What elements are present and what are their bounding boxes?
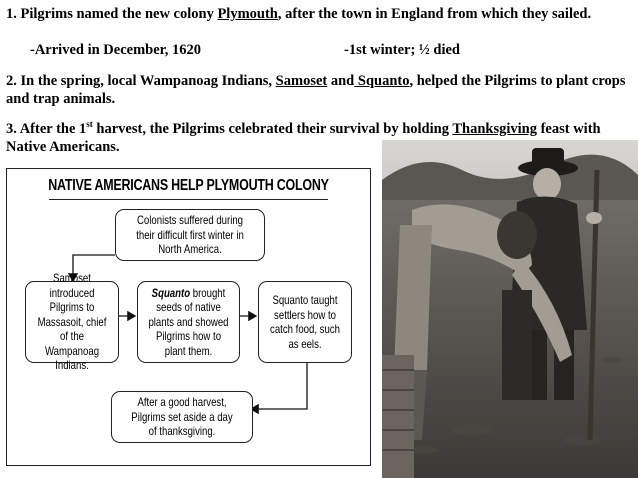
box-squanto-taught: Squanto taught settlers how to catch food, such as eels. [258, 281, 352, 363]
p3-sup: st [86, 119, 93, 130]
basket [382, 355, 414, 478]
box-samoset: Samoset introduced Pilgrims to Massasoit, chief of the Wampanoag Indians. [25, 281, 119, 363]
box-harvest: After a good harvest, Pilgrims set aside a day of thanksgiving. [111, 391, 253, 443]
p1-text-a: 1. Pilgrims named the new colony [6, 6, 218, 22]
photo-illustration [382, 140, 638, 478]
chart-title: NATIVE AMERICANS HELP PLYMOUTH COLONY [48, 177, 329, 194]
p2-text-a: 2. In the spring, local Wampanoag Indians, [6, 73, 276, 89]
p1-text-b: , after the town in England from which they sailed. [277, 6, 592, 22]
arrow-right-to-bottom [251, 361, 307, 409]
winter-text: -1st winter; ½ died [344, 42, 460, 58]
paragraph-1 [6, 5, 631, 23]
plymouth-link[interactable]: Plymouth [217, 6, 278, 22]
box-colonists-suffered: Colonists suffered during their difficult first winter in North America. [115, 209, 265, 261]
p3-text-b: harvest, the Pilgrims celebrated their survival by holding [92, 121, 453, 137]
p3-text-c: feast with Native Americans. [6, 121, 601, 155]
box-squanto-seeds [137, 281, 240, 363]
squanto-seeds-text: brought seeds of native plants and showed Pilgrims how to plant them. [148, 285, 229, 358]
arrived-text: -Arrived in December, 1620 [30, 42, 202, 58]
p2-and: and [327, 73, 355, 89]
samoset-link[interactable]: Samoset [275, 73, 328, 89]
thanksgiving-link[interactable]: Thanksgiving [452, 121, 537, 137]
p3-text-a: 3. After the 1 [6, 121, 87, 137]
p2-text-b: , helped the Pilgrims to plant crops and trap animals. [6, 73, 626, 107]
squanto-link[interactable]: Squanto [354, 73, 410, 89]
flow-chart [6, 168, 371, 466]
winter-line [344, 41, 460, 59]
historical-photo [382, 140, 638, 478]
arrived-line [30, 41, 201, 59]
squanto-name: Squanto [151, 285, 191, 300]
paragraph-2 [6, 72, 631, 108]
